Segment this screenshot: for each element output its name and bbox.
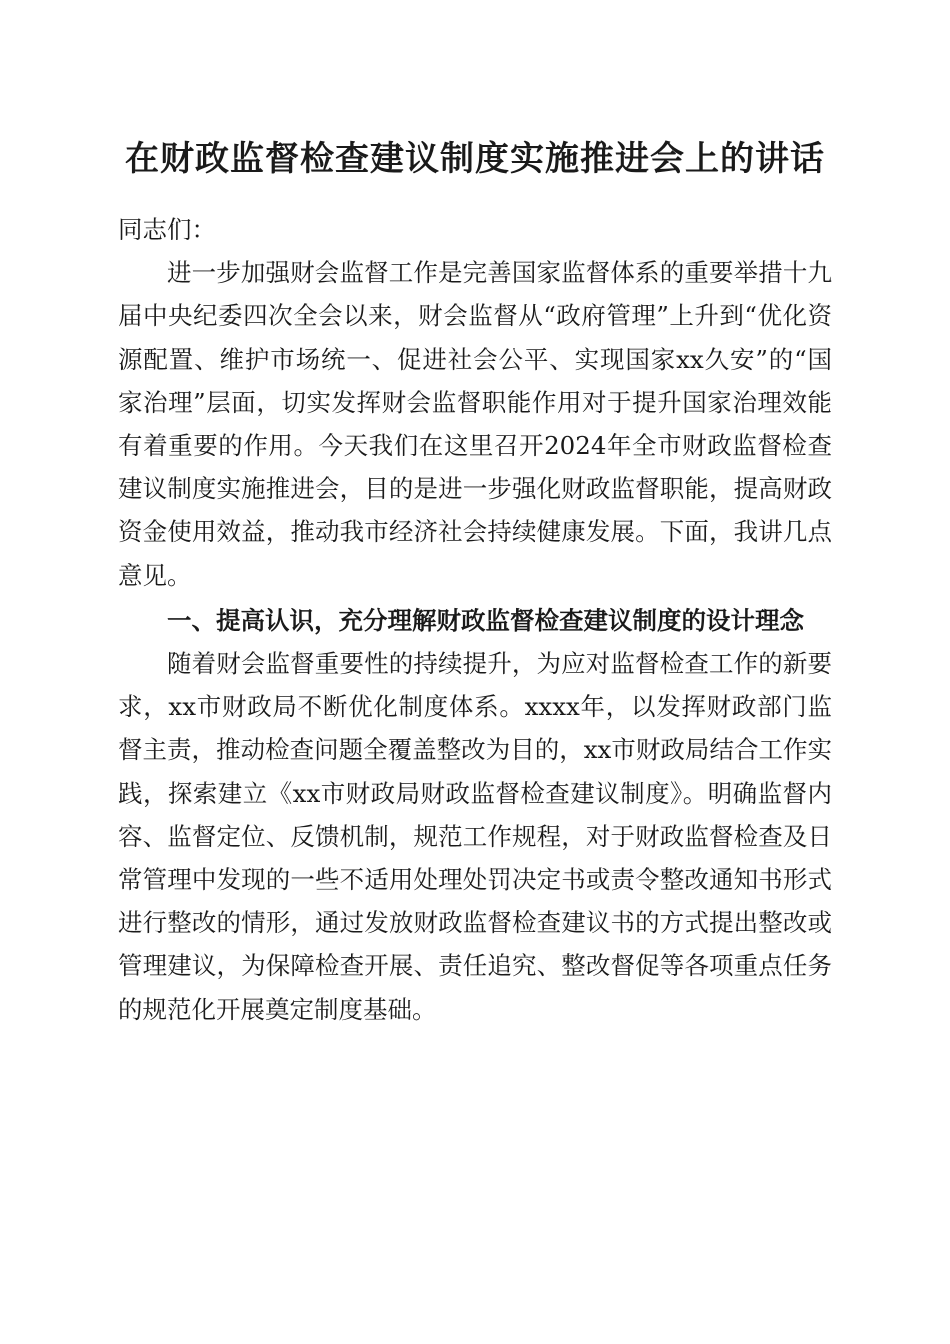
section-1-paragraph: 随着财会监督重要性的持续提升，为应对监督检查工作的新要求，xx市财政局不断优化制度体系。xxxx年，以发挥财政部门监督主责，推动检查问题全覆盖整改为目的，xx市财政局结合工作实践，探索建立《xx市财政局财政监督检查建议制度》。明确监督内容、监督定位、反馈机制，规范工作规程，对于财政监督检查及日常管理中发现的一些不适用处理处罚决定书或责令整改通知书形式进行整改的情形，通过发放财政监督检查建议书的方式提出整改或管理建议，为保障检查开展、责任追究、整改督促等各项重点任务的规范化开展奠定制度基础。: [118, 649, 832, 1024]
document-body: [118, 208, 832, 1031]
intro-paragraph: 进一步加强财会监督工作是完善国家监督体系的重要举措十九届中央纪委四次全会以来，财会监督从“政府管理”上升到“优化资源配置、维护市场统一、促进社会公平、实现国家xx久安”的“国家治理”层面，切实发挥财会监督职能作用对于提升国家治理效能有着重要的作用。今天我们在这里召开2024年全市财政监督检查建议制度实施推进会，目的是进一步强化财政监督职能，提高财政资金使用效益，推动我市经济社会持续健康发展。下面，我讲几点意见。: [118, 258, 832, 590]
document-title: 在财政监督检查建议制度实施推进会上的讲话: [125, 139, 825, 179]
section-heading-1: 一、提高认识，充分理解财政监督检查建议制度的设计理念: [167, 605, 804, 635]
salutation: 同志们：: [118, 215, 216, 244]
